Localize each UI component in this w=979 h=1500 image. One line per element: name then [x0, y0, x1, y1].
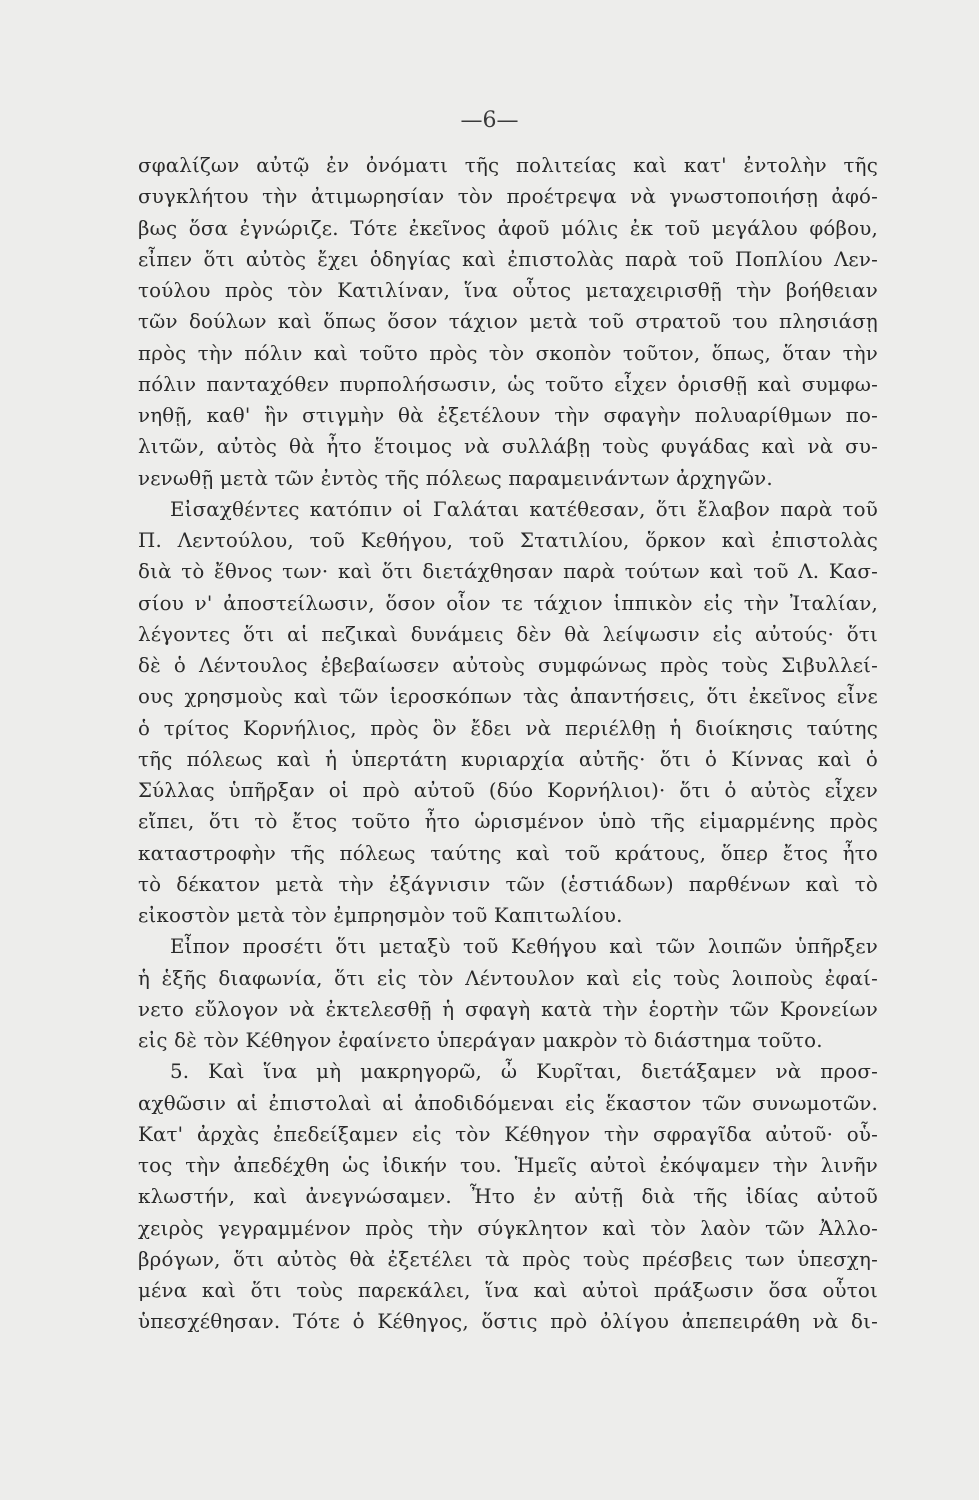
- text-line: κλωστήν, καὶ ἀνεγνώσαμεν. Ἦτο ἐν αὐτῇ διὰ τῆς ἰδίας αὐτοῦ: [138, 1185, 878, 1209]
- text-line: πόλιν πανταχόθεν πυρπολήσωσιν, ὡς τοῦτο εἶχεν ὁρισθῇ καὶ συμφω-: [138, 372, 878, 396]
- page-number: —6—: [460, 108, 519, 133]
- body-text: [138, 150, 878, 1338]
- text-line: καταστροφὴν τῆς πόλεως ταύτης καὶ τοῦ κράτους, ὅπερ ἔτος ἦτο: [138, 841, 878, 865]
- text-line: εἴπει, ὅτι τὸ ἔτος τοῦτο ἦτο ὡρισμένον ὑπὸ τῆς εἱμαρμένης πρὸς: [138, 810, 878, 834]
- text-line: νηθῇ, καθ' ἣν στιγμὴν θὰ ἐξετέλουν τὴν σφαγὴν πολυαρίθμων πο-: [138, 404, 878, 427]
- text-line: Σύλλας ὑπῆρξαν οἱ πρὸ αὐτοῦ (δύο Κορνήλιοι)· ὅτι ὁ αὐτὸς εἶχεν: [138, 779, 878, 802]
- text-line: εἶπεν ὅτι αὐτὸς ἔχει ὁδηγίας καὶ ἐπιστολὰς παρὰ τοῦ Ποπλίου Λεν-: [138, 247, 878, 271]
- text-line: ἡ ἑξῆς διαφωνία, ὅτι εἰς τὸν Λέντουλον καὶ εἰς τοὺς λοιποὺς ἐφαί-: [138, 966, 878, 990]
- text-line: τῆς πόλεως καὶ ἡ ὑπερτάτη κυριαρχία αὐτῆς· ὅτι ὁ Κίννας καὶ ὁ: [138, 747, 878, 771]
- text-line: ους χρησμοὺς καὶ τῶν ἱεροσκόπων τὰς ἀπαντήσεις, ὅτι ἐκεῖνος εἶνε: [138, 685, 878, 709]
- text-line: σίου ν' ἀποστείλωσιν, ὅσον οἷον τε τάχιον ἱππικὸν εἰς τὴν Ἰταλίαν,: [138, 591, 878, 615]
- text-line: τούλου πρὸς τὸν Κατιλίναν, ἵνα οὗτος μεταχειρισθῇ τὴν βοήθειαν: [138, 279, 878, 302]
- text-line: εἰκοστὸν μετὰ τὸν ἐμπρησμὸν τοῦ Καπιτωλίου.: [138, 904, 623, 927]
- text-line: τὸ δέκατον μετὰ τὴν ἐξάγνισιν τῶν (ἑστιάδων) παρθένων καὶ τὸ: [138, 872, 878, 896]
- text-line: πρὸς τὴν πόλιν καὶ τοῦτο πρὸς τὸν σκοπὸν τοῦτον, ὅπως, ὅταν τὴν: [138, 341, 878, 365]
- text-line: δὲ ὁ Λέντουλος ἐβεβαίωσεν αὐτοὺς συμφώνως πρὸς τοὺς Σιβυλλεί-: [138, 654, 878, 677]
- text-line: αχθῶσιν αἱ ἐπιστολαὶ αἱ ἀποδιδόμεναι εἰς ἕκαστον τῶν συνωμοτῶν.: [138, 1091, 878, 1115]
- text-line: τῶν δούλων καὶ ὅπως ὅσον τάχιον μετὰ τοῦ στρατοῦ του πλησιάσῃ: [138, 310, 878, 334]
- text-line: λιτῶν, αὐτὸς θὰ ἦτο ἕτοιμος νὰ συλλάβῃ τοὺς φυγάδας καὶ νὰ συ-: [138, 435, 878, 459]
- text-line: βρόγων, ὅτι αὐτὸς θὰ ἐξετέλει τὰ πρὸς τοὺς πρέσβεις των ὑπεσχη-: [138, 1247, 878, 1271]
- text-line: χειρὸς γεγραμμένον πρὸς τὴν σύγκλητον καὶ τὸν λαὸν τῶν Ἀλλο-: [138, 1216, 878, 1240]
- text-line: εἰς δὲ τὸν Κέθηγον ἐφαίνετο ὑπεράγαν μακρὸν τὸ διάστημα τοῦτο.: [138, 1029, 823, 1052]
- text-line: Κατ' ἀρχὰς ἐπεδείξαμεν εἰς τὸν Κέθηγον τὴν σφραγῖδα αὐτοῦ· οὗ-: [138, 1122, 878, 1146]
- text-line: Εἰσαχθέντες κατόπιν οἱ Γαλάται κατέθεσαν, ὅτι ἔλαβον παρὰ τοῦ: [170, 497, 878, 521]
- text-line: ὑπεσχέθησαν. Τότε ὁ Κέθηγος, ὅστις πρὸ ὀλίγου ἀπεπειράθη νὰ δι-: [138, 1310, 878, 1334]
- text-line: τος τὴν ἀπεδέχθη ὡς ἰδικήν του. Ἡμεῖς αὐτοὶ ἐκόψαμεν τὴν λινῆν: [138, 1154, 878, 1177]
- text-line: σφαλίζων αὐτῷ ἐν ὀνόματι τῆς πολιτείας καὶ κατ' ἐντολὴν τῆς: [138, 154, 878, 177]
- text-line: ὁ τρίτος Κορνήλιος, πρὸς ὃν ἔδει νὰ περιέλθῃ ἡ διοίκησις ταύτης: [138, 716, 878, 740]
- text-line: βως ὅσα ἐγνώριζε. Τότε ἐκεῖνος ἀφοῦ μόλις ἐκ τοῦ μεγάλου φόβου,: [138, 216, 878, 240]
- text-line: Π. Λεντούλου, τοῦ Κεθήγου, τοῦ Στατιλίου, ὅρκον καὶ ἐπιστολὰς: [138, 529, 878, 552]
- text-line: 5. Καὶ ἵνα μὴ μακρηγορῶ, ὦ Κυρῖται, διετάξαμεν νὰ προσ-: [170, 1060, 878, 1084]
- text-line: διὰ τὸ ἔθνος των· καὶ ὅτι διετάχθησαν παρὰ τούτων καὶ τοῦ Λ. Κασ-: [138, 560, 878, 584]
- text-line: μένα καὶ ὅτι τοὺς παρεκάλει, ἵνα καὶ αὐτοὶ πράξωσιν ὅσα οὗτοι: [138, 1279, 878, 1302]
- text-line: νενωθῇ μετὰ τῶν ἐντὸς τῆς πόλεως παραμεινάντων ἀρχηγῶν.: [138, 466, 773, 490]
- text-line: Εἶπον προσέτι ὅτι μεταξὺ τοῦ Κεθήγου καὶ τῶν λοιπῶν ὑπῆρξεν: [170, 935, 878, 959]
- text-line: συγκλήτου τὴν ἀτιμωρησίαν τὸν προέτρεψα νὰ γνωστοποιήσῃ ἀφό-: [138, 185, 878, 209]
- text-line: λέγοντες ὅτι αἱ πεζικαὶ δυνάμεις δὲν θὰ λείψωσιν εἰς αὐτούς· ὅτι: [138, 622, 878, 646]
- text-line: νετο εὔλογον νὰ ἐκτελεσθῇ ἡ σφαγὴ κατὰ τὴν ἑορτὴν τῶν Κρονείων: [138, 997, 878, 1021]
